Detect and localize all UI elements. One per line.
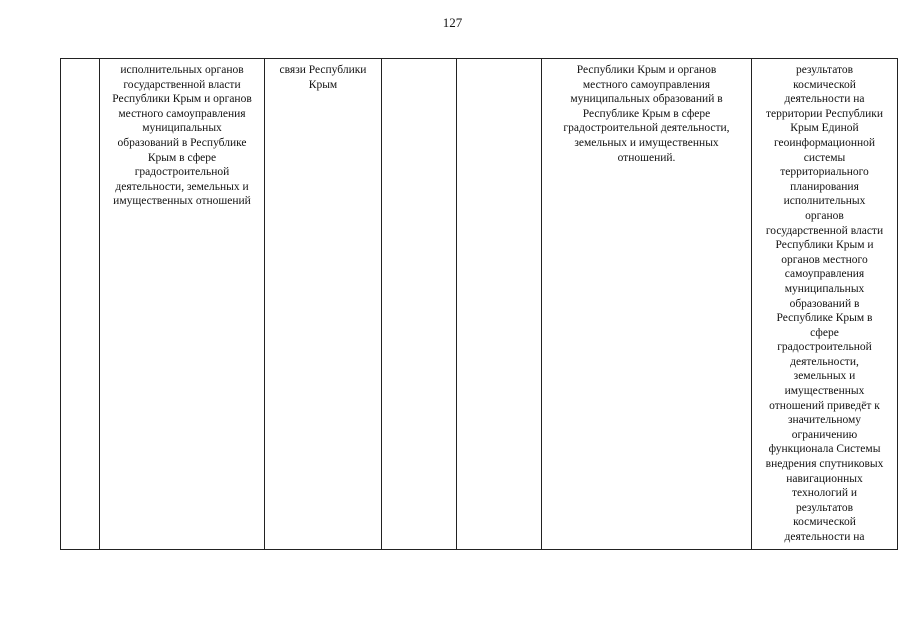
table-cell-ministry: связи Республики Крым: [265, 59, 382, 550]
table-cell-risks: результатов космической деятельности на территории Республики Крым Единой геоинформационной системы территориального планирования исполнительных органов государственной власти Республики Крым и органов местного самоуправления муниципальных образований в Республике Крым в сфере градостроительной деятельности, земельных и имущественных отношений приведёт к значительному ограничению функционала Системы внедрения спутниковых навигационных технологий и результатов космической деятельности на: [752, 59, 898, 550]
table-cell-responsible-bodies: исполнительных органов государственной власти Республики Крым и органов местного самоуправления муниципальных образований в Республике Крым в сфере градостроительной деятельности, земельных и имущественных отношений: [100, 59, 265, 550]
table-cell-result: Республики Крым и органов местного самоуправления муниципальных образований в Республике Крым в сфере градостроительной деятельности, земельных и имущественных отношений.: [542, 59, 752, 550]
document-table: [60, 58, 898, 550]
table-cell-empty-1: [382, 59, 457, 550]
table-cell-empty-2: [457, 59, 542, 550]
table-row: [61, 59, 898, 550]
table-cell-number: [61, 59, 100, 550]
page-number: 127: [442, 15, 463, 30]
